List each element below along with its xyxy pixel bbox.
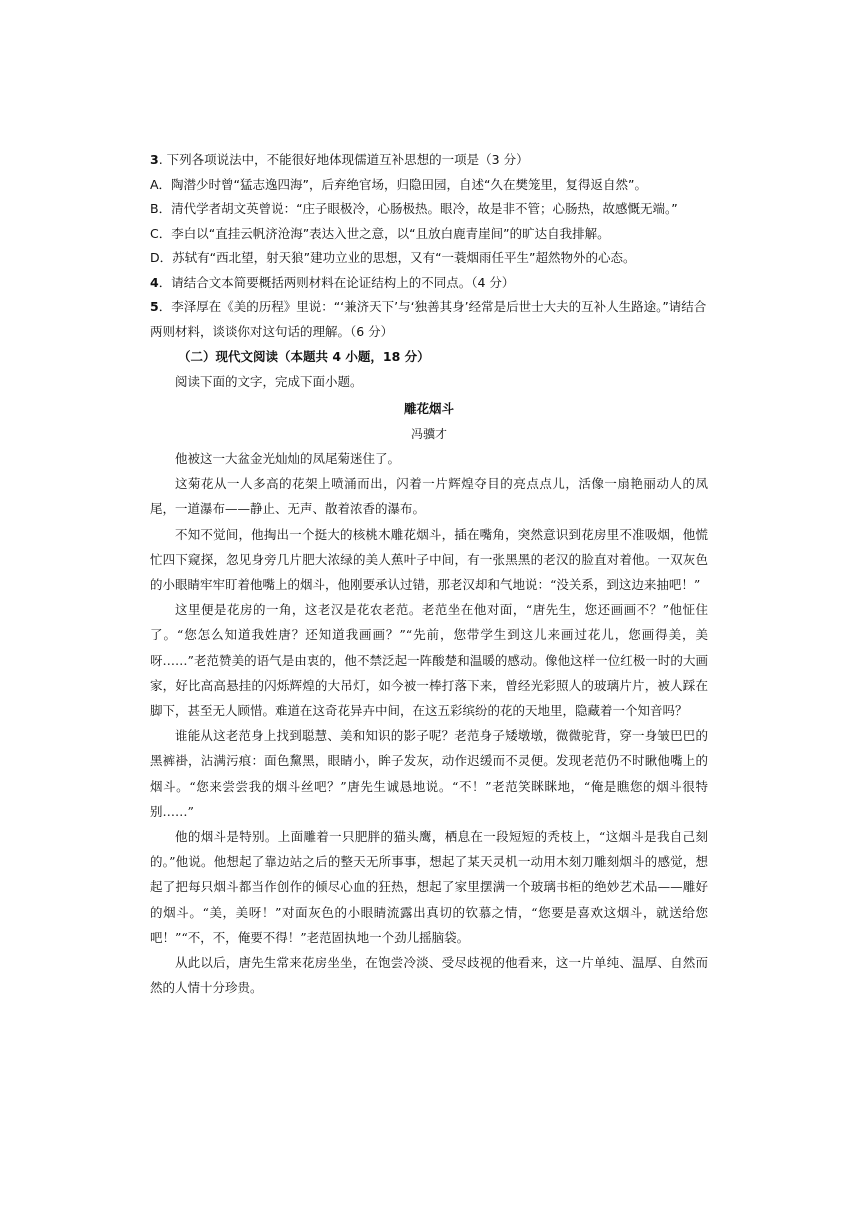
question-number: 3 — [150, 152, 159, 167]
article-paragraph: 这里便是花房的一角，这老汉是花农老范。老范坐在他对面，“唐先生，您还画画不？”他怔住了。“您怎么知道我姓唐？还知道我画画？”“先前，您带学生到这儿来画过花儿，您画得美，美呀……”老范赞美的语气是由衷的，他不禁泛起一阵酸楚和温暖的感动。像他这样一位红极一时的大画家，好比高高悬挂的闪烁辉煌的大吊灯，如今被一棒打落下来，曾经光彩照人的玻璃片片，被人踩在脚下，甚至无人顾惜。难道在这奇花异卉中间，在这五彩缤纷的花的天地里，隐藏着一个知音吗？ — [150, 602, 708, 719]
question-4 — [150, 271, 708, 296]
article-author: 冯骥才 — [410, 427, 447, 441]
question-number: 5 — [150, 299, 159, 314]
option-c: C．李白以“直挂云帆济沧海”表达入世之意，以“且放白鹿青崖间”的旷达自我排解。 — [150, 225, 610, 241]
question-3 — [150, 148, 708, 173]
option-d: D．苏轼有“西北望，射天狼”建功立业的思想，又有“一蓑烟雨任平生”超然物外的心态。 — [150, 250, 636, 265]
article-paragraph: 从此以后，唐先生常来花房坐坐，在饱尝冷淡、受尽歧视的他看来，这一片单纯、温厚、自然而然的人情十分珍贵。 — [150, 955, 708, 996]
article-paragraph: 这菊花从一人多高的花架上喷涌而出，闪着一片辉煌夺目的亮点点儿，活像一扇艳丽动人的凤尾，一道瀑布——静止、无声、散着浓香的瀑布。 — [150, 476, 708, 517]
question-text: . 下列各项说法中，不能很好地体现儒道互补思想的一项是（3 分） — [158, 152, 529, 167]
section-heading: （二）现代文阅读（本题共 4 小题，18 分） — [178, 349, 430, 364]
article-paragraph: 他被这一大盆金光灿灿的凤尾菊迷住了。 — [175, 451, 401, 466]
reading-instruction: 阅读下面的文字，完成下面小题。 — [175, 374, 363, 389]
question-5 — [150, 295, 708, 344]
exam-page — [150, 148, 708, 1000]
question-text: ．李泽厚在《美的历程》里说：“‘兼济天下’与‘独善其身’经常是后世士大夫的互补人生路途。”请结合两则材料，谈谈你对这句话的理解。（6 分） — [150, 299, 707, 339]
article-title: 雕花烟斗 — [403, 401, 454, 416]
article-paragraph: 谁能从这老范身上找到聪慧、美和知识的影子呢？老范身子矮墩墩，微微驼背，穿一身皱巴巴的黑裤褂，沾满污痕：面色黧黑，眼睛小，眸子发灰，动作迟缓而不灵便。发现老范仍不时瞅他嘴上的烟斗。“您来尝尝我的烟斗丝吧？”唐先生诚恳地说。“不！”老范笑眯眯地，“俺是瞧您的烟斗很特别……” — [150, 728, 708, 819]
article-paragraph: 不知不觉间，他掏出一个挺大的核桃木雕花烟斗，插在嘴角，突然意识到花房里不准吸烟，他慌忙四下窥探，忽见身旁几片肥大浓绿的美人蕉叶子中间，有一张黑黑的老汉的脸直对着他。一双灰色的小眼睛牢牢盯着他嘴上的烟斗，他刚要承认过错，那老汉却和气地说：“没关系，到这边来抽吧！” — [150, 526, 708, 593]
option-b: B．清代学者胡文英曾说：“庄子眼极冷，心肠极热。眼冷，故是非不管；心肠热，故感慨无端。” — [150, 201, 678, 216]
article-paragraph: 他的烟斗是特别。上面雕着一只肥胖的猫头鹰，栖息在一段短短的秃枝上，“这烟斗是我自己刻的。”他说。他想起了靠边站之后的整天无所事事，想起了某天灵机一动用木刻刀雕刻烟斗的感觉，想起了把每只烟斗都当作创作的倾尽心血的狂热，想起了家里摆满一个玻璃书柜的绝妙艺术品——雕好的烟斗。“美，美呀！”对面灰色的小眼睛流露出真切的钦慕之情，“您要是喜欢这烟斗，就送给您吧！”“不，不，俺要不得！”老范固执地一个劲儿摇脑袋。 — [150, 829, 708, 945]
option-a: A．陶潜少时曾“猛志逸四海”，后弃绝官场，归隐田园，自述“久在樊笼里，复得返自然”。 — [150, 176, 647, 192]
question-text: ．请结合文本简要概括两则材料在论证结构上的不同点。（4 分） — [158, 274, 515, 290]
question-number: 4 — [150, 274, 159, 290]
